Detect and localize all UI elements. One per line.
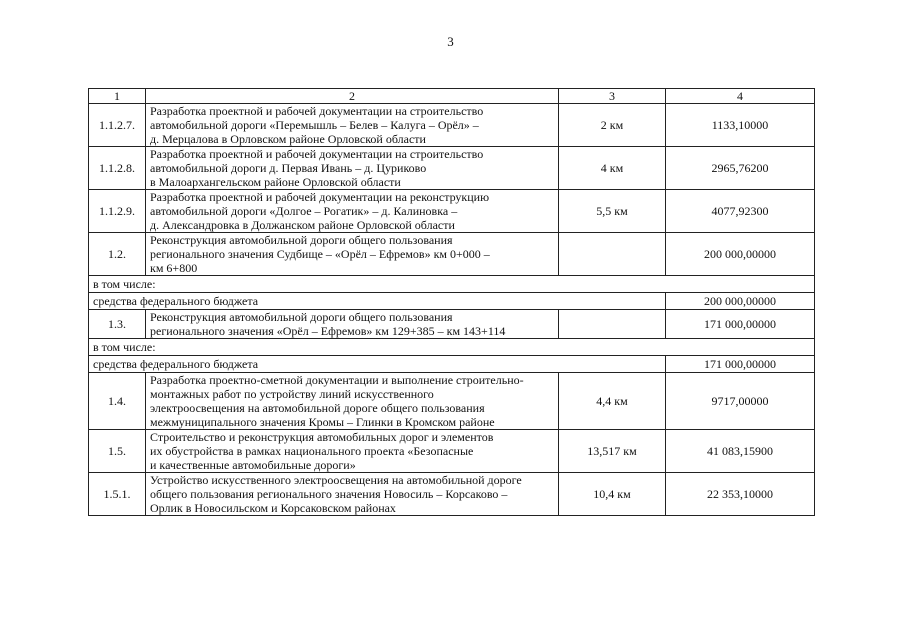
item-length <box>559 233 666 276</box>
description-line: Разработка проектной и рабочей документации на строительство <box>150 147 484 161</box>
item-number: 1.5. <box>89 430 146 473</box>
table-row <box>89 104 815 147</box>
table-row <box>89 310 815 339</box>
item-length: 2 км <box>559 104 666 147</box>
item-description <box>146 147 559 190</box>
item-description <box>146 104 559 147</box>
item-number: 1.3. <box>89 310 146 339</box>
funding-source-label: средства федерального бюджета <box>89 356 666 373</box>
description-line: регионального значения «Орёл – Ефремов» км 129+385 – км 143+114 <box>150 324 506 338</box>
description-line: межмуниципального значения Кромы – Глинки в Кромском районе <box>150 415 495 429</box>
item-amount: 2965,76200 <box>666 147 815 190</box>
description-line: общего пользования регионального значения Новосиль – Корсаково – <box>150 487 508 501</box>
item-amount: 9717,00000 <box>666 373 815 430</box>
item-description <box>146 473 559 516</box>
description-line: д. Александровка в Должанском районе Орловской области <box>150 218 455 232</box>
item-description <box>146 373 559 430</box>
description-line: их обустройства в рамках национального проекта «Безопасные <box>150 444 474 458</box>
description-line: и качественные автомобильные дороги» <box>150 458 356 472</box>
item-length: 13,517 км <box>559 430 666 473</box>
header-cell-1: 1 <box>89 89 146 104</box>
item-number: 1.1.2.8. <box>89 147 146 190</box>
table-row <box>89 147 815 190</box>
item-amount: 41 083,15900 <box>666 430 815 473</box>
table-row <box>89 373 815 430</box>
table-body <box>89 89 815 516</box>
item-number: 1.5.1. <box>89 473 146 516</box>
item-length: 10,4 км <box>559 473 666 516</box>
item-length: 4,4 км <box>559 373 666 430</box>
description-line: Разработка проектно-сметной документации и выполнение строительно- <box>150 373 524 387</box>
item-number: 1.4. <box>89 373 146 430</box>
page-number: 3 <box>447 34 454 49</box>
funding-source-amount: 200 000,00000 <box>666 293 815 310</box>
table-row <box>89 473 815 516</box>
description-line: регионального значения Судбище – «Орёл – Ефремов» км 0+000 – <box>150 247 490 261</box>
subtotal-note-row <box>89 276 815 293</box>
item-length <box>559 310 666 339</box>
item-description <box>146 430 559 473</box>
funding-source-row <box>89 356 815 373</box>
item-number: 1.1.2.9. <box>89 190 146 233</box>
description-line: Реконструкция автомобильной дороги общего пользования <box>150 233 453 247</box>
description-line: Орлик в Новосильском и Корсаковском районах <box>150 501 396 515</box>
header-cell-4: 4 <box>666 89 815 104</box>
item-length: 5,5 км <box>559 190 666 233</box>
funding-source-row <box>89 293 815 310</box>
description-line: автомобильной дороги д. Первая Ивань – д. Цуриково <box>150 161 427 175</box>
budget-table <box>88 88 815 516</box>
header-cell-3: 3 <box>559 89 666 104</box>
item-number: 1.1.2.7. <box>89 104 146 147</box>
item-number: 1.2. <box>89 233 146 276</box>
item-length: 4 км <box>559 147 666 190</box>
description-line: в Малоархангельском районе Орловской области <box>150 175 401 189</box>
description-line: Разработка проектной и рабочей документации на реконструкцию <box>150 190 490 204</box>
description-line: км 6+800 <box>150 261 198 275</box>
header-row <box>89 89 815 104</box>
including-note: в том числе: <box>89 339 815 356</box>
item-amount: 4077,92300 <box>666 190 815 233</box>
subtotal-note-row <box>89 339 815 356</box>
table-row <box>89 430 815 473</box>
table-row <box>89 233 815 276</box>
description-line: автомобильной дороги «Перемышль – Белев – Калуга – Орёл» – <box>150 118 479 132</box>
item-amount: 22 353,10000 <box>666 473 815 516</box>
description-line: Строительство и реконструкция автомобильных дорог и элементов <box>150 430 494 444</box>
item-description <box>146 190 559 233</box>
funding-source-label: средства федерального бюджета <box>89 293 666 310</box>
item-amount: 1133,10000 <box>666 104 815 147</box>
description-line: монтажных работ по устройству линий искусственного <box>150 387 434 401</box>
description-line: Разработка проектной и рабочей документации на строительство <box>150 104 484 118</box>
item-amount: 200 000,00000 <box>666 233 815 276</box>
item-amount: 171 000,00000 <box>666 310 815 339</box>
funding-source-amount: 171 000,00000 <box>666 356 815 373</box>
description-line: д. Мерцалова в Орловском районе Орловской области <box>150 132 426 146</box>
item-description <box>146 310 559 339</box>
description-line: Устройство искусственного электроосвещения на автомобильной дороге <box>150 473 522 487</box>
description-line: автомобильной дороги «Долгое – Рогатик» – д. Калиновка – <box>150 204 458 218</box>
description-line: Реконструкция автомобильной дороги общего пользования <box>150 310 453 324</box>
including-note: в том числе: <box>89 276 815 293</box>
item-description <box>146 233 559 276</box>
table-row <box>89 190 815 233</box>
header-cell-2: 2 <box>146 89 559 104</box>
description-line: электроосвещения на автомобильной дороге общего пользования <box>150 401 485 415</box>
